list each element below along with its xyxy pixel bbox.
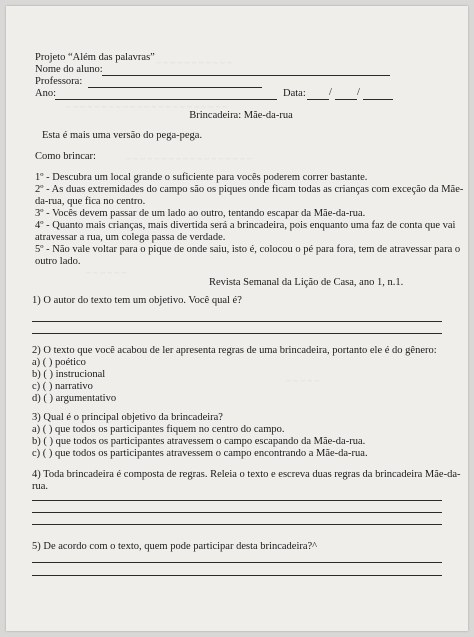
- q2-option-b[interactable]: b) ( ) instrucional: [32, 369, 106, 380]
- answer-line[interactable]: [32, 524, 442, 525]
- answer-line[interactable]: [32, 500, 442, 501]
- rule-step: 4º - Quanto mais crianças, mais divertida será a brincadeira, pois enquanto uma faz de conta que vai: [35, 220, 456, 231]
- answer-line[interactable]: [32, 321, 442, 322]
- how-to-play-heading: Como brincar:: [35, 151, 96, 162]
- rule-step: 2º - As duas extremidades do campo são os piques onde ficam todas as crianças com exceção da Mãe-: [35, 184, 464, 195]
- answer-line[interactable]: [32, 562, 442, 563]
- rule-step: da-rua, que fica no centro.: [35, 196, 146, 207]
- rule-step: 1º - Descubra um local grande o suficiente para vocês poderem correr bastante.: [35, 172, 368, 183]
- rule-step: 3º - Vocês devem passar de um lado ao outro, tentando escapar da Mãe-da-rua.: [35, 208, 366, 219]
- year-line[interactable]: [55, 99, 277, 100]
- date-label: Data:: [283, 88, 306, 99]
- question-2: 2) O texto que você acabou de ler apresenta regras de uma brincadeira, portanto ele é do gênero:: [32, 345, 437, 356]
- bleed-through-mark: ~ ~ ~ ~ ~: [286, 376, 320, 386]
- bleed-through-mark: ~ ~ ~ ~ ~ ~: [86, 268, 127, 278]
- rule-step: outro lado.: [35, 256, 81, 267]
- teacher-label: Professora:: [35, 76, 83, 87]
- question-4-continued: rua.: [32, 481, 49, 492]
- question-5: 5) De acordo com o texto, quem pode participar desta brincadeira?^: [32, 541, 318, 552]
- rule-step: 5º - Não vale voltar para o pique de onde saiu, isto é, colocou o pé para fora, tem de atravessar para o: [35, 244, 461, 255]
- q3-option-b[interactable]: b) ( ) que todos os participantes atravessem o campo escapando da Mãe-da-rua.: [32, 436, 366, 447]
- date-separator: /: [329, 87, 332, 98]
- date-year-line[interactable]: [363, 99, 393, 100]
- student-name-line[interactable]: [102, 75, 390, 76]
- answer-line[interactable]: [32, 575, 442, 576]
- source-citation: Revista Semanal da Lição de Casa, ano 1, n.1.: [209, 277, 404, 288]
- date-day-line[interactable]: [307, 99, 329, 100]
- year-label: Ano:: [35, 88, 56, 99]
- bleed-through-mark: ~ ~ ~ ~ ~ ~ ~ ~ ~ ~ ~: [156, 58, 233, 68]
- q2-option-d[interactable]: d) ( ) argumentativo: [32, 393, 117, 404]
- date-month-line[interactable]: [335, 99, 357, 100]
- bleed-through-mark: ~ ~ ~ ~ ~ ~ ~ ~ ~ ~ ~ ~ ~ ~ ~ ~ ~ ~ ~ ~ ~ ~ ~: [66, 102, 228, 112]
- q2-option-c[interactable]: c) ( ) narrativo: [32, 381, 93, 392]
- activity-title: Brincadeira: Mãe-da-rua: [189, 110, 293, 121]
- q3-option-a[interactable]: a) ( ) que todos os participantes fiquem no centro do campo.: [32, 424, 285, 435]
- bleed-through-mark: ~ ~ ~ ~ ~ ~ ~ ~ ~ ~ ~ ~ ~ ~ ~ ~ ~ ~: [126, 154, 252, 164]
- answer-line[interactable]: [32, 333, 442, 334]
- student-name-label: Nome do aluno:: [35, 64, 103, 75]
- question-3: 3) Qual é o principal objetivo da brincadeira?: [32, 412, 223, 423]
- worksheet-page: [6, 6, 468, 631]
- question-4: 4) Toda brincadeira é composta de regras. Releia o texto e escreva duas regras da brincadeira Mãe-da-: [32, 469, 461, 480]
- intro-text: Esta é mais uma versão do pega-pega.: [42, 130, 203, 141]
- teacher-line[interactable]: [88, 87, 262, 88]
- project-title: Projeto “Além das palavras”: [35, 52, 155, 63]
- question-1: 1) O autor do texto tem um objetivo. Você qual é?: [32, 295, 242, 306]
- q3-option-c[interactable]: c) ( ) que todos os participantes atravessem o campo encontrando a Mãe-da-rua.: [32, 448, 368, 459]
- q2-option-a[interactable]: a) ( ) poético: [32, 357, 86, 368]
- answer-line[interactable]: [32, 512, 442, 513]
- date-separator: /: [357, 87, 360, 98]
- rule-step: atravessar a rua, um colega passa de verdade.: [35, 232, 226, 243]
